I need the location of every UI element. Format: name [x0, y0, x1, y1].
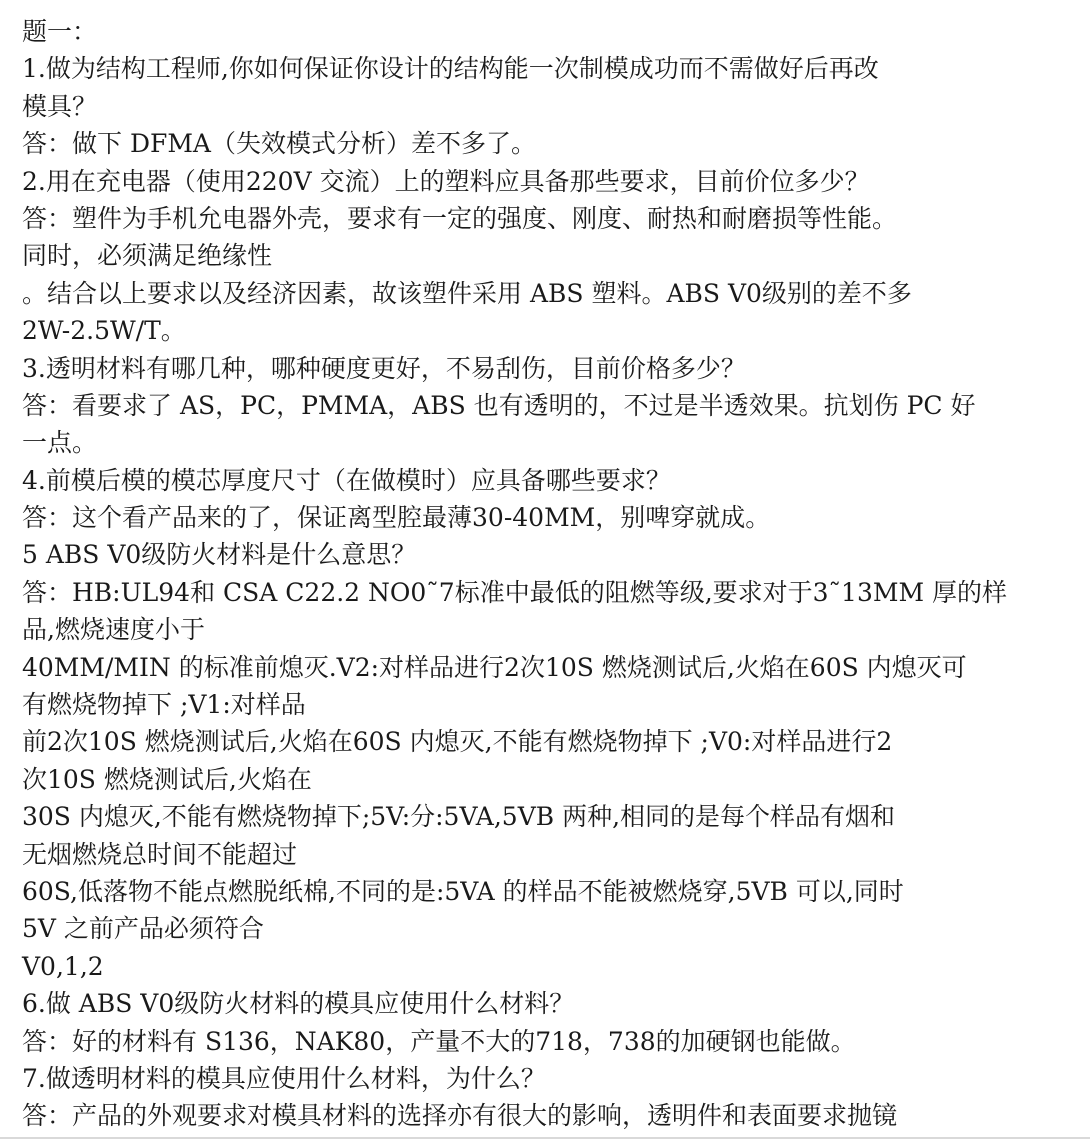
text-line: 30S 内熄灭,不能有燃烧物掉下;5V:分:5VA,5VB 两种,相同的是每个样品有烟和: [22, 802, 896, 832]
text-line: 2W-2.5W/T。: [22, 316, 186, 346]
text-line: 1.做为结构工程师,你如何保证你设计的结构能一次制模成功而不需做好后再改: [22, 54, 879, 84]
text-line: V0,1,2: [22, 951, 104, 981]
text-line: 一点。: [22, 428, 98, 458]
text-line: 模具？: [22, 91, 98, 121]
text-line: 前2次10S 燃烧测试后,火焰在60S 内熄灭,不能有燃烧物掉下 ;V0:对样品进行2: [22, 727, 893, 757]
text-line: 3.透明材料有哪几种，哪种硬度更好，不易刮伤，目前价格多少？: [22, 353, 746, 383]
document-page: [22, 13, 1082, 1135]
text-line: 7.做透明材料的模具应使用什么材料，为什么？: [22, 1063, 546, 1093]
text-line: 题一：: [22, 17, 98, 46]
text-line: 6.做 ABS V0级防火材料的模具应使用什么材料？: [22, 989, 575, 1019]
text-line: 品,燃烧速度小于: [22, 615, 205, 645]
text-line: 无烟燃烧总时间不能超过: [22, 839, 298, 869]
text-line: 同时，必须满足绝缘性: [22, 241, 273, 271]
text-line: 次10S 燃烧测试后,火焰在: [22, 764, 312, 794]
text-line: 2.用在充电器（使用220V 交流）上的塑料应具备那些要求，目前价位多少？: [22, 166, 870, 196]
text-line: 答：塑件为手机允电器外壳，要求有一定的强度、刚度、耐热和耐磨损等性能。: [22, 203, 898, 233]
text-line: 答：好的材料有 S136，NAK80，产量不大的718，738的加硬钢也能做。: [22, 1026, 856, 1056]
text-line: 答：看要求了 AS，PC，PMMA，ABS 也有透明的，不过是半透效果。抗划伤 PC 好: [22, 390, 976, 420]
text-line: 答：这个看产品来的了，保证离型腔最薄30-40MM，别啤穿就成。: [22, 503, 771, 533]
text-line: 。结合以上要求以及经济因素，故该塑件采用 ABS 塑料。ABS V0级别的差不多: [22, 278, 912, 308]
text-line: 60S,低落物不能点燃脱纸棉,不同的是:5VA 的样品不能被燃烧穿,5VB 可以,同时: [22, 876, 904, 906]
text-line: 5 ABS V0级防火材料是什么意思？: [22, 540, 417, 570]
text-line: 有燃烧物掉下 ;V1:对样品: [22, 690, 306, 720]
text-line: 答：HB:UL94和 CSA C22.2 NO0˜7标准中最低的阻燃等级,要求对于3˜13MM 厚的样: [22, 577, 1008, 607]
text-line: 4.前模后模的模芯厚度尺寸（在做模时）应具备哪些要求？: [22, 465, 671, 495]
text-line: 答：做下 DFMA（失效模式分析）差不多了。: [22, 129, 536, 159]
text-line: 5V 之前产品必须符合: [22, 914, 264, 944]
text-line: 40MM/MIN 的标准前熄灭.V2:对样品进行2次10S 燃烧测试后,火焰在60S 内熄灭可: [22, 652, 967, 682]
text-line: 答：产品的外观要求对模具材料的选择亦有很大的影响，透明件和表面要求抛镜: [22, 1101, 898, 1131]
